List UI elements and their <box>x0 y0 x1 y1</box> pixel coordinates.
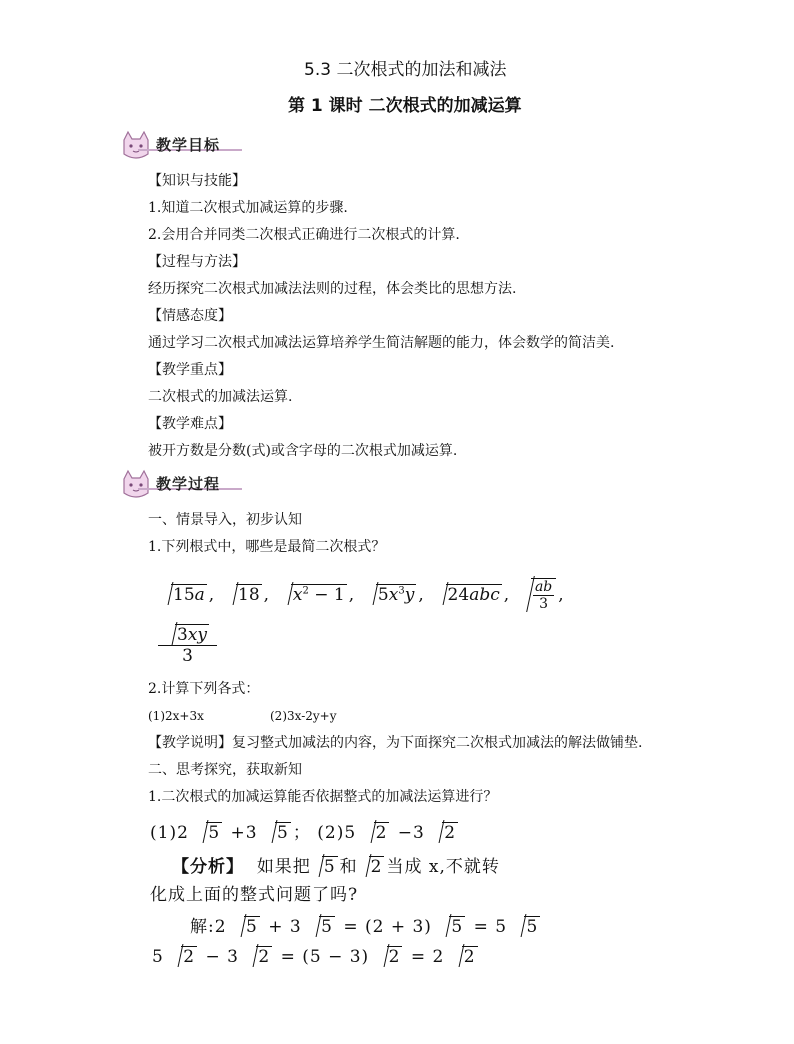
goals-heading-knowledge: 【知识与技能】 <box>148 173 246 189</box>
process-step-1: 一、情景导入，初步认知 <box>148 512 302 528</box>
radicals-list: 15a , 18 , $x^2 - 1$ , $5x^3y$ , 24abc , $\frac{ab}{3}$ , <box>160 578 564 612</box>
goals-line-1: 1.知道二次根式加减运算的步骤. <box>148 200 348 216</box>
radical-fraction: $\frac{3xy}{3}$ <box>158 624 217 666</box>
goals-line-4: 通过学习二次根式加减法运算培养学生简洁解题的能力，体会数学的简洁美. <box>148 335 615 351</box>
expr-2: (2)3x-2y+y <box>270 709 337 723</box>
goals-line-2: 2.会用合并同类二次根式正确进行二次根式的计算. <box>148 227 460 243</box>
goals-line-3: 经历探究二次根式加减法法则的过程，体会类比的思想方法. <box>148 281 517 297</box>
example-expressions: (1)2 5 +3 5 ； (2)5 2 −3 2 <box>150 823 457 843</box>
lesson-subtitle: 第 1 课时 二次根式的加减运算 <box>288 96 522 116</box>
section-goals-label: 教学目标 <box>156 136 221 154</box>
teaching-note: 【教学说明】复习整式加减法的内容，为下面探究二次根式加减法的解法做铺垫. <box>148 735 643 751</box>
goals-line-5: 二次根式的加减法运算. <box>148 389 293 405</box>
goals-heading-difficulty: 【教学难点】 <box>148 416 232 432</box>
section-process-label: 教学过程 <box>156 475 221 493</box>
process-question-1: 1.下列根式中，哪些是最简二次根式？ <box>148 539 386 555</box>
goals-line-6: 被开方数是分数(式)或含字母的二次根式加减运算. <box>148 443 458 459</box>
process-step-2: 二、思考探究，获取新知 <box>148 762 302 778</box>
solution-line-2: 5 2 − 3 2 = (5 − 3) 2 = 2 2 <box>152 947 476 967</box>
process-question-3: 1.二次根式的加减运算能否依据整式的加减法运算进行？ <box>148 789 498 805</box>
section-badge-process <box>118 469 242 499</box>
solution-line-1: 解:2 5 + 3 5 = (2 + 3) 5 = 5 5 <box>190 917 539 937</box>
analysis-line-2: 化成上面的整式问题了吗? <box>150 885 359 905</box>
analysis-line-1: 【分析】 如果把 5 和 2 当成 x,不就转 <box>172 857 500 877</box>
goals-heading-keypoint: 【教学重点】 <box>148 362 232 378</box>
goals-heading-attitude: 【情感态度】 <box>148 308 232 324</box>
process-question-2: 2.计算下列各式： <box>148 681 260 697</box>
cat-mascot-icon <box>118 130 154 162</box>
page-title: 5.3 二次根式的加法和减法 <box>304 60 507 80</box>
cat-mascot-icon <box>118 469 154 501</box>
section-badge-goals <box>118 130 242 160</box>
goals-heading-process: 【过程与方法】 <box>148 254 246 270</box>
expr-1: (1)2x+3x <box>148 709 204 723</box>
